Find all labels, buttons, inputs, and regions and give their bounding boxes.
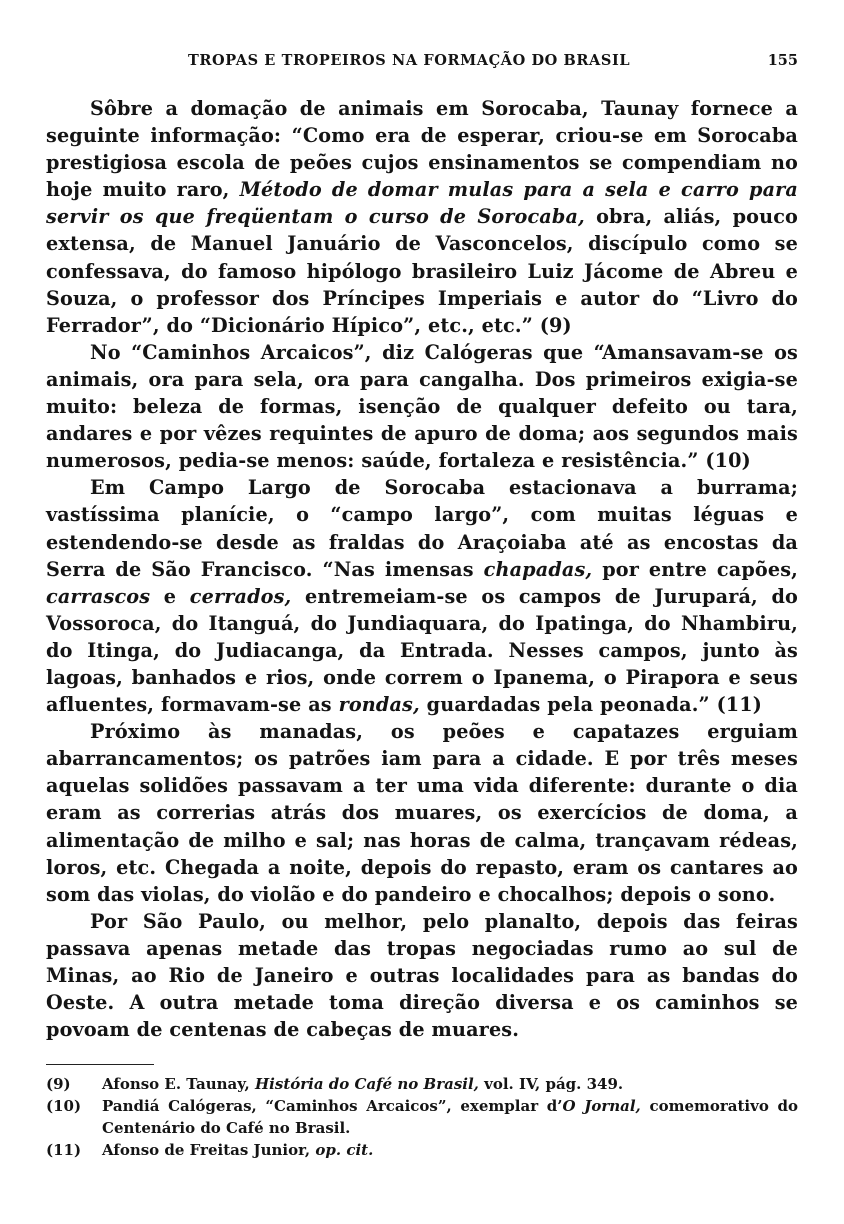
italic-text: cerrados,	[189, 584, 292, 608]
footnote-number: (10)	[46, 1097, 82, 1115]
footnote	[46, 1095, 798, 1139]
page-number: 155	[767, 52, 798, 69]
text-run: Pandiá Calógeras, “Caminhos Arcaicos”, exemplar d’	[102, 1097, 563, 1115]
text-run: Por São Paulo, ou melhor, pelo planalto, depois das feiras passava apenas metade das tropas negociadas rumo ao sul de Minas, ao Rio de Janeiro e outras localidades para as bandas do Oeste. A outra metade toma direção diversa e os caminhos se povoam de centenas de cabeças de muares.	[46, 909, 798, 1042]
footnote-text	[102, 1095, 798, 1139]
page-header	[46, 52, 798, 74]
paragraph	[46, 95, 798, 339]
text-run: e	[150, 584, 190, 608]
footnote-text	[102, 1139, 798, 1161]
italic-text: carrascos	[46, 584, 151, 608]
body-text	[46, 95, 798, 1043]
footnote-separator	[46, 1064, 154, 1065]
italic-text: rondas,	[338, 693, 420, 717]
running-title: TROPAS E TROPEIROS NA FORMAÇÃO DO BRASIL	[188, 52, 631, 69]
paragraph	[46, 908, 798, 1043]
text-run: vol. IV, pág. 349.	[478, 1075, 624, 1093]
text-run: No “Caminhos Arcaicos”, diz Calógeras que “Amansavam-se os animais, ora para sela, ora para cangalha. Dos primeiros exigia-se muito: beleza de formas, isenção de qualquer defeito ou tara, andares e por vêzes requintes de apuro de doma; aos segundos mais numerosos, pedia-se menos: saúde, fortaleza e resistência.” (10)	[46, 340, 798, 473]
italic-text: História do Café no Brasil,	[255, 1075, 479, 1093]
text-run: Em Campo Largo de Sorocaba estacionava a burrama; vastíssima planície, o “campo largo”, com muitas léguas e estendendo-se desde as fraldas do Araçoiaba até as encostas da Serra de São Francisco. “Nas imensas	[46, 476, 798, 581]
text-run: entremeiam-se os campos de Jurupará, do Vossoroca, do Itanguá, do Jundiaquara, do Ipatinga, do Nhambiru, do Itinga, do Judiacanga, da Entrada. Nesses campos, junto às lagoas, banhados e rios, onde correm o Ipanema, o Pirapora e seus afluentes, formavam-se as	[46, 584, 798, 717]
paragraph	[46, 339, 798, 474]
footnote	[46, 1139, 798, 1161]
text-run: guardadas pela peonada.” (11)	[419, 693, 763, 717]
text-run: Afonso de Freitas Junior,	[102, 1141, 316, 1159]
text-run: Sôbre a domação de animais em Sorocaba, Taunay fornece a seguinte informação: “Como era de esperar, criou-se em Sorocaba prestigiosa escola de peões cujos ensinamentos se compendiam no hoje muito raro,	[46, 97, 798, 202]
footnotes	[46, 1073, 798, 1161]
text-run: Afonso E. Taunay,	[102, 1075, 255, 1093]
italic-text: O Jornal,	[562, 1097, 641, 1115]
italic-text: chapadas,	[483, 557, 593, 581]
footnote-number: (9)	[46, 1075, 71, 1093]
footnote	[46, 1073, 798, 1095]
paragraph	[46, 718, 798, 908]
text-run: Próximo às manadas, os peões e capatazes erguiam abarrancamentos; os patrões iam para a cidade. E por três meses aquelas solidões passavam a ter uma vida diferente: durante o dia eram as correrias atrás dos muares, os exercícios de doma, a alimentação de milho e sal; nas horas de calma, trançavam rédeas, loros, etc. Chegada a noite, depois do repasto, eram os cantares ao som das violas, do violão e do pandeiro e chocalhos; depois o sono.	[46, 720, 798, 906]
text-run: obra, aliás, pouco extensa, de Manuel Januário de Vasconcelos, discípulo como se confessava, do famoso hipólogo brasileiro Luiz Jácome de Abreu e Souza, o professor dos Príncipes Imperiais e autor do “Livro do Ferrador”, do “Dicionário Hípico”, etc., etc.” (9)	[46, 205, 798, 337]
paragraph	[46, 474, 798, 718]
footnote-text	[102, 1073, 798, 1095]
footnote-number: (11)	[46, 1141, 82, 1159]
text-run: por entre capões,	[592, 557, 798, 581]
italic-text: op. cit.	[315, 1141, 374, 1159]
italic-text: Método de domar mulas para a sela e carro para servir os que freqüentam o curso de Sorocaba,	[46, 178, 798, 229]
text-run: comemorativo do Centenário do Café no Brasil.	[102, 1097, 799, 1137]
